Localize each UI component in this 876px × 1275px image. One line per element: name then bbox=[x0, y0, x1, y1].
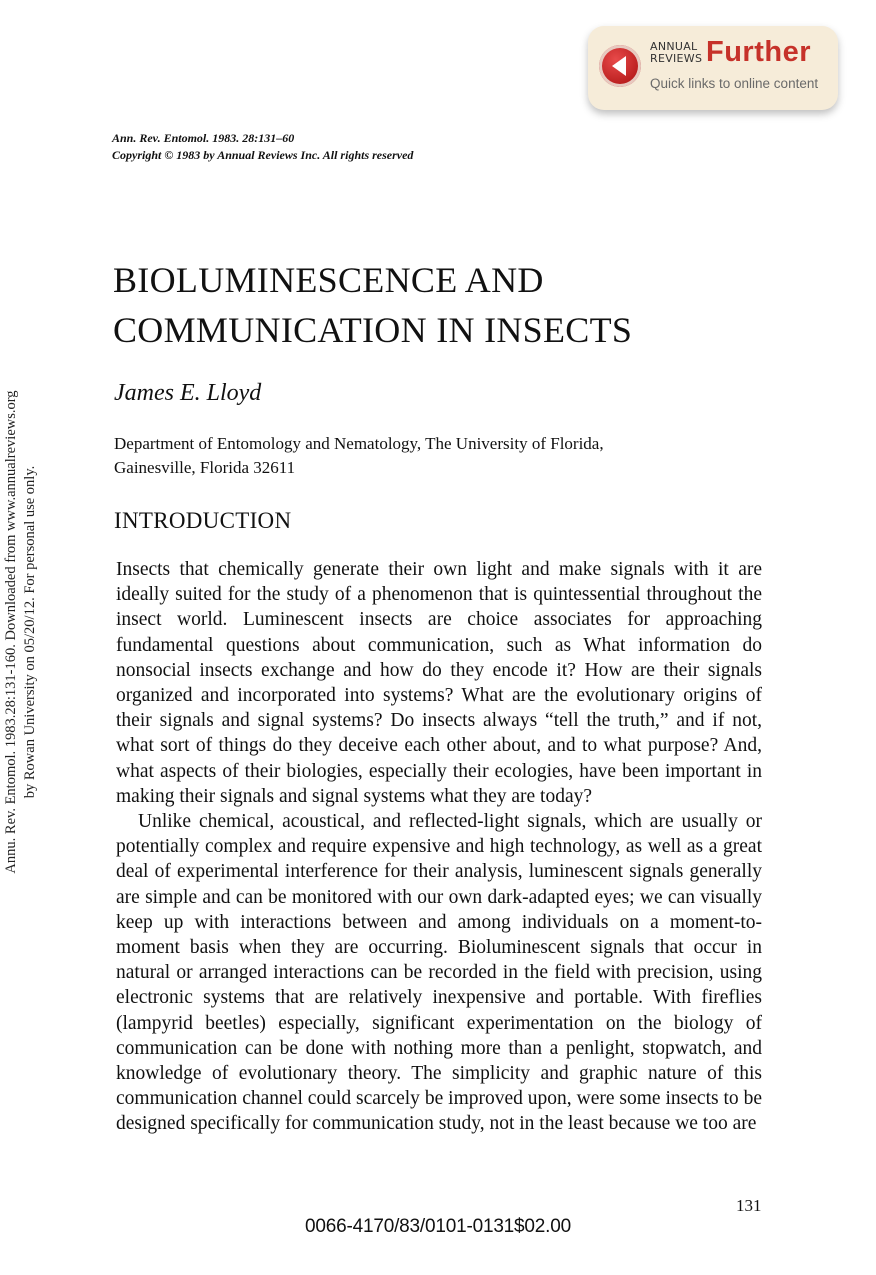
play-back-arrow-icon bbox=[599, 45, 641, 87]
page-number: 131 bbox=[736, 1196, 762, 1215]
further-links-badge[interactable] bbox=[588, 26, 838, 110]
further-label: Further bbox=[706, 36, 811, 68]
download-watermark bbox=[0, 0, 60, 1275]
author-affiliation: Department of Entomology and Nematology, The University of Florida, Gainesville, Florida 32611 bbox=[114, 434, 604, 477]
journal-citation bbox=[112, 130, 413, 164]
author-name: James E. Lloyd bbox=[114, 380, 262, 406]
citation-line-1: Ann. Rev. Entomol. 1983. 28:131–60 bbox=[112, 131, 295, 145]
paragraph-2: Unlike chemical, acoustical, and reflected-light signals, which are usually or potentially complex and require expensive and high technology, as well as a great deal of experimental interference for their analysis, luminescent signals generally are simple and can be monitored with our own dark-adapted eyes; we can visually keep up with interactions between and among individuals on a moment-to-moment basis when they are occurring. Bioluminescent signals that occur in natural or arranged interactions can be recorded in the field with precision, using electronic systems that are relatively inexpensive and portable. With fireflies (lampyrid beetles) especially, significant experimentation on the biology of communication can be done with nothing more than a penlight, stopwatch, and knowledge of evolutionary theory. The simplicity and graphic nature of this communication channel could scarcely be improved upon, were some insects to be designed specifically for communication study, not in the least because we too are bbox=[116, 811, 762, 1135]
annual-reviews-wordmark: ANNUAL REVIEWS bbox=[650, 40, 703, 65]
paragraph-1: Insects that chemically generate their own light and make signals with it are ideally suited for the study of a phenomenon that is quintessential throughout the insect world. Luminescent insects are choice associates for approaching fundamental questions about communication, such as What information do nonsocial insects exchange and how do they encode it? How are their signals organized and incorporated into systems? What are the evolutionary origins of their signals and signal systems? Do insects always “tell the truth,” and if not, what sort of things do they deceive each other about, and to what purpose? And, what aspects of their biologies, especially their ecologies, have been important in making their signals and signal systems what they are today? bbox=[116, 559, 762, 807]
section-heading: INTRODUCTION bbox=[114, 508, 292, 533]
watermark-line-1: Annu. Rev. Entomol. 1983.28:131-160. Downloaded from www.annualreviews.org bbox=[3, 390, 19, 874]
watermark-line-2: by Rowan University on 05/20/12. For personal use only. bbox=[22, 465, 38, 799]
footer-code: 0066-4170/83/0101-0131$02.00 bbox=[305, 1216, 571, 1237]
further-subtitle: Quick links to online content bbox=[650, 76, 819, 91]
article-title: BIOLUMINESCENCE AND COMMUNICATION IN INSECTS bbox=[113, 260, 633, 350]
citation-copyright: Copyright © 1983 by Annual Reviews Inc. All rights reserved bbox=[112, 148, 414, 162]
article-body bbox=[116, 557, 762, 1137]
